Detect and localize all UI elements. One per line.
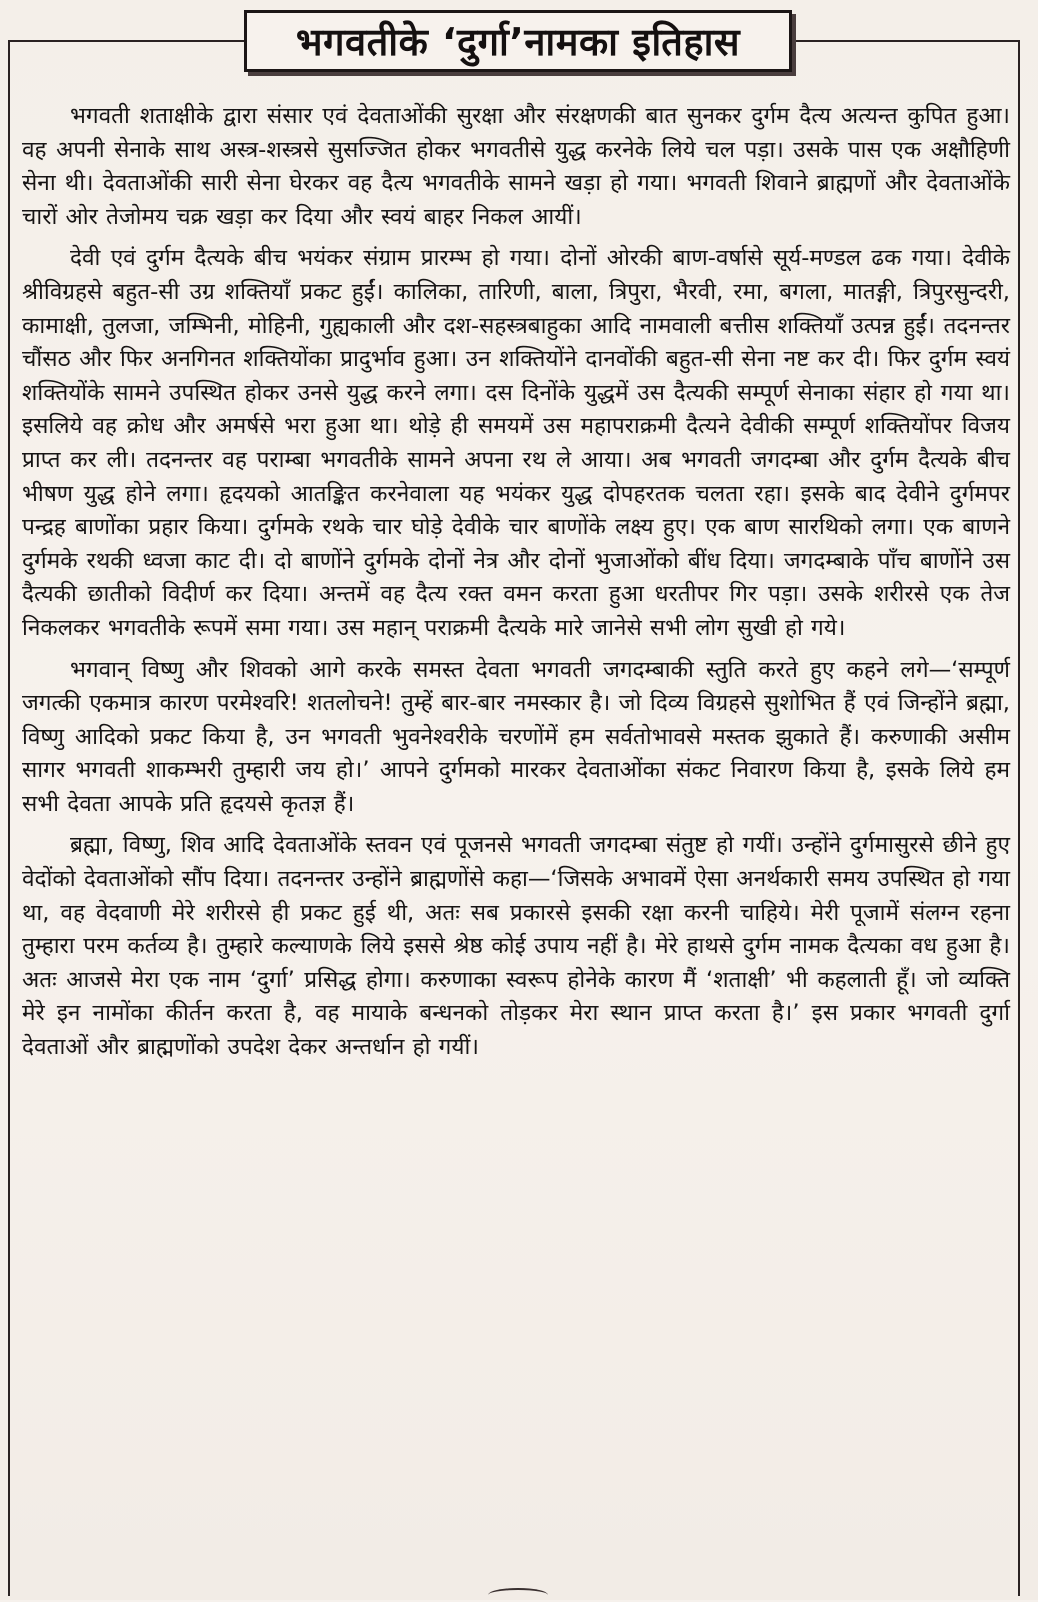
page-title: भगवतीके ‘दुर्गा’नामका इतिहास xyxy=(295,20,741,64)
title-box xyxy=(244,10,792,72)
paragraph-4: ब्रह्मा, विष्णु, शिव आदि देवताओंके स्तवन एवं पूजनसे भगवती जगदम्बा संतुष्ट हो गयीं। उन्होंने दुर्गमासुरसे छीने हुए वेदोंको देवताओंको सौंप दिया। तदनन्तर उन्होंने ब्राह्मणोंसे कहा—‘जिसके अभावमें ऐसा अनर्थकारी समय उपस्थित हो गया था, वह वेदवाणी मेरे शरीरसे ही प्रकट हुई थी, अतः सब प्रकारसे इसकी रक्षा करनी चाहिये। मेरी पूजामें संलग्न रहना तुम्हारा परम कर्तव्य है। तुम्हारे कल्याणके लिये इससे श्रेष्ठ कोई उपाय नहीं है। मेरे हाथसे दुर्गम नामक दैत्यका वध हुआ है। अतः आजसे मेरा एक नाम ‘दुर्गा’ प्रसिद्ध होगा। करुणाका स्वरूप होनेके कारण मैं ‘शताक्षी’ भी कहलाती हूँ। जो व्यक्ति मेरे इन नामोंका कीर्तन करता है, वह मायाके बन्धनको तोड़कर मेरा स्थान प्राप्त करता है।’ इस प्रकार भगवती दुर्गा देवताओं और ब्राह्मणोंको उपदेश देकर अन्तर्धान हो गयीं। xyxy=(22,832,1010,1061)
paragraph-1: भगवती शताक्षीके द्वारा संसार एवं देवताओंकी सुरक्षा और संरक्षणकी बात सुनकर दुर्गम दैत्य अत्यन्त कुपित हुआ। वह अपनी सेनाके साथ अस्त्र-शस्त्रसे सुसज्जित होकर भगवतीसे युद्ध करनेके लिये चल पड़ा। उसके पास एक अक्षौहिणी सेना थी। देवताओंकी सारी सेना घेरकर वह दैत्य भगवतीके सामने खड़ा हो गया। भगवती शिवाने ब्राह्मणों और देवताओंके चारों ओर तेजोमय चक्र खड़ा कर दिया और स्वयं बाहर निकल आयीं। xyxy=(22,103,1010,230)
paragraph-3: भगवान् विष्णु और शिवको आगे करके समस्त देवता भगवती जगदम्बाकी स्तुति करते हुए कहने लगे—‘सम्पूर्ण जगत्की एकमात्र कारण परमेश्वरि! शतलोचने! तुम्हें बार-बार नमस्कार है। जो दिव्य विग्रहसे सुशोभित हैं एवं जिन्होंने ब्रह्मा, विष्णु आदिको प्रकट किया है, उन भगवती भुवनेश्वरीके चरणोंमें हम सर्वतोभावसे मस्तक झुकाते हैं। करुणाकी असीम सागर भगवती शाकम्भरी तुम्हारी जय हो।’ आपने दुर्गमको मारकर देवताओंका संकट निवारण किया है, इसके लिये हम सभी देवता आपके प्रति हृदयसे कृतज्ञ हैं। xyxy=(22,656,1010,817)
article-body xyxy=(22,100,1010,1073)
paragraph-2: देवी एवं दुर्गम दैत्यके बीच भयंकर संग्राम प्रारम्भ हो गया। दोनों ओरकी बाण-वर्षासे सूर्य-मण्डल ढक गया। देवीके श्रीविग्रहसे बहुत-सी उग्र शक्तियाँ प्रकट हुईं। कालिका, तारिणी, बाला, त्रिपुरा, भैरवी, रमा, बगला, मातङ्गी, त्रिपुरसुन्दरी, कामाक्षी, तुलजा, जम्भिनी, मोहिनी, गुह्यकाली और दश-सहस्त्रबाहुका आदि नामवाली बत्तीस शक्तियाँ उत्पन्न हुईं। तदनन्तर चौंसठ और फिर अनगिनत शक्तियोंका प्रादुर्भाव हुआ। उन शक्तियोंने दानवोंकी बहुत-सी सेना नष्ट कर दी। फिर दुर्गम स्वयं शक्तियोंके सामने उपस्थित होकर उनसे युद्ध करने लगा। दस दिनोंके युद्धमें उस दैत्यकी सम्पूर्ण सेनाका संहार हो गया था। इसलिये वह क्रोध और अमर्षसे भरा हुआ था। थोड़े ही समयमें उस महापराक्रमी दैत्यने देवीकी सम्पूर्ण शक्तियोंपर विजय प्राप्त कर ली। तदनन्तर वह पराम्बा भगवतीके सामने अपना रथ ले आया। अब भगवती जगदम्बा और दुर्गम दैत्यके बीच भीषण युद्ध होने लगा। हृदयको आतङ्कित करनेवाला यह भयंकर युद्ध दोपहरतक चलता रहा। इसके बाद देवीने दुर्गमपर पन्द्रह बाणोंका प्रहार किया। दुर्गमके रथके चार घोड़े देवीके चार बाणोंके लक्ष्य हुए। एक बाण सारथिको लगा। एक बाणने दुर्गमके रथकी ध्वजा काट दी। दो बाणोंने दुर्गमके दोनों नेत्र और दोनों भुजाओंको बींध दिया। जगदम्बाके पाँच बाणोंने उस दैत्यकी छातीको विदीर्ण कर दिया। अन्तमें वह दैत्य रक्त वमन करता हुआ धरतीपर गिर पड़ा। उसके शरीरसे एक तेज निकलकर भगवतीके रूपमें समा गया। उस महान् पराक्रमी दैत्यके मारे जानेसे सभी लोग सुखी हो गये। xyxy=(22,245,1010,641)
